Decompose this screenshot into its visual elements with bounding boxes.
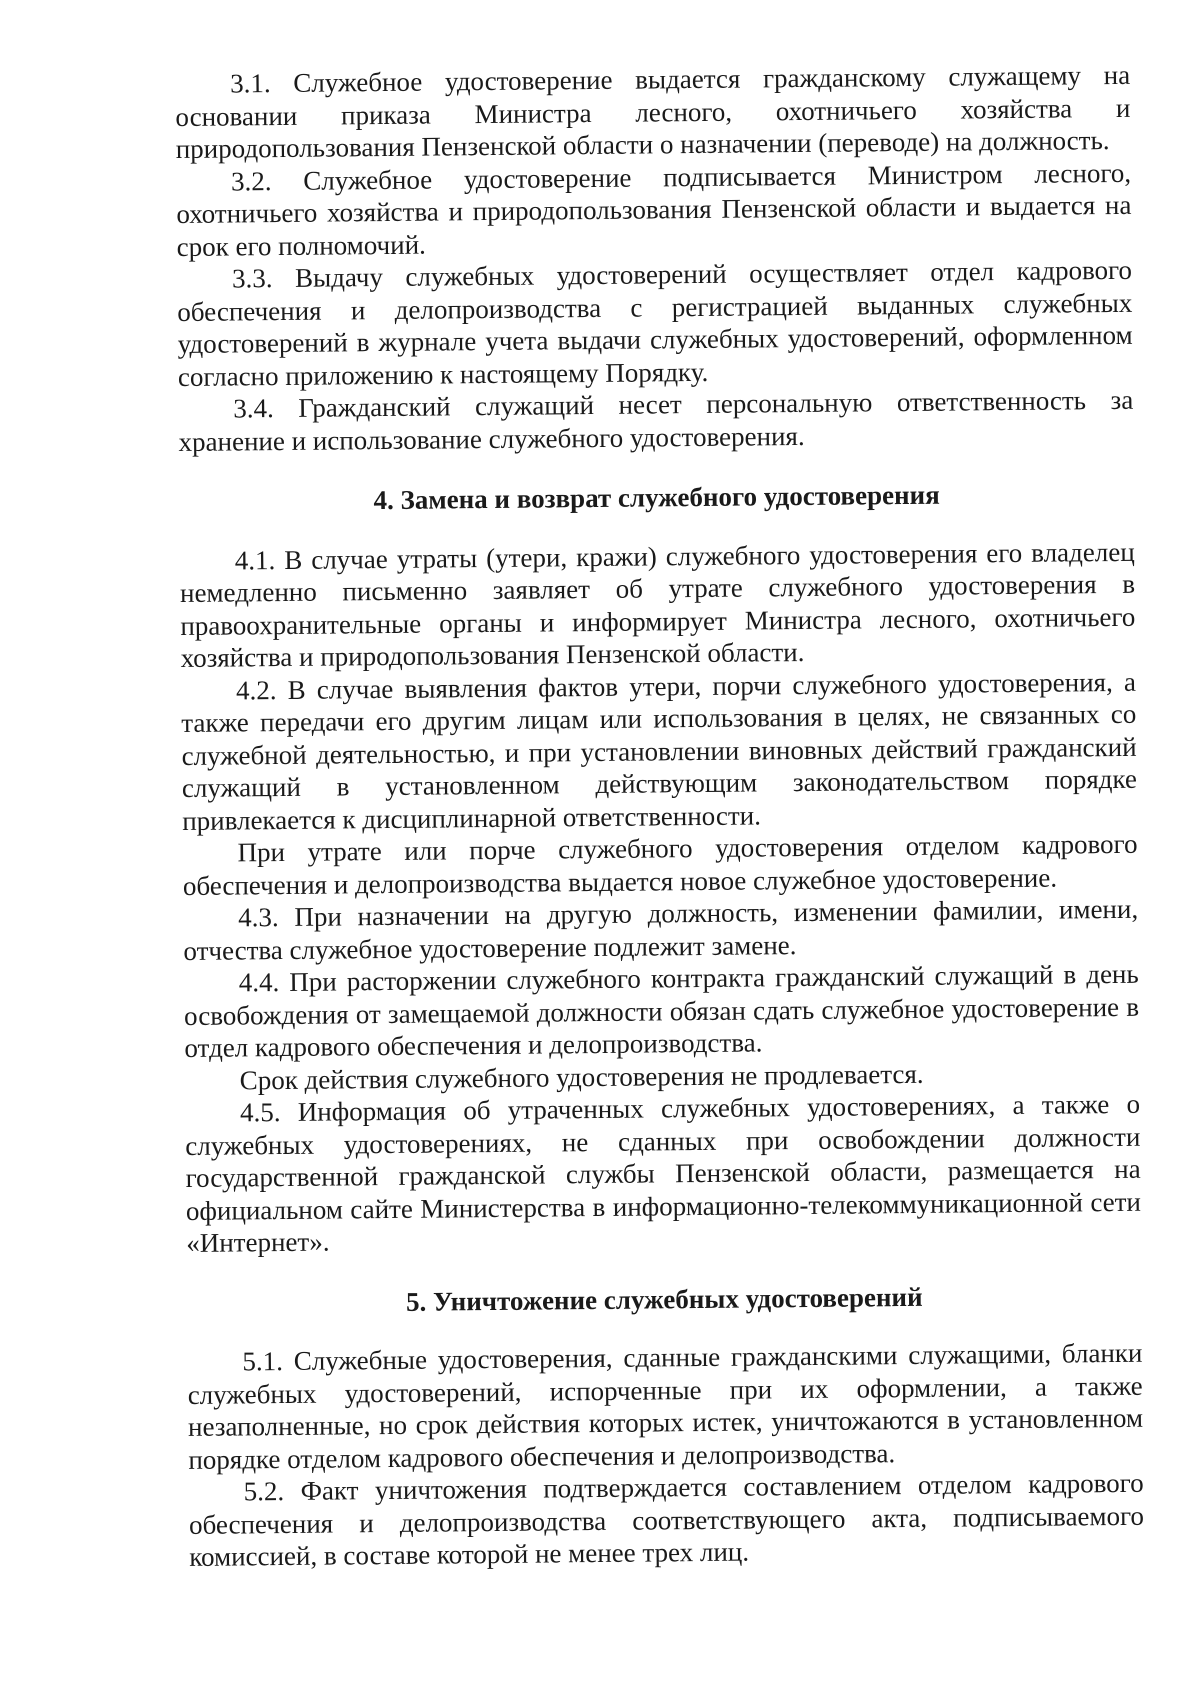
paragraph-3-1: 3.1. Служебное удостоверение выдается гражданскому служащему на основании приказа Министра лесного, охотничьего хозяйства и природопользования Пензенской области о назначении (переводе) на должность. (175, 59, 1131, 164)
document-body (175, 59, 1144, 1574)
paragraph-4-5: 4.5. Информация об утраченных служебных удостоверениях, а также о служебных удостоверениях, не сданных при освобождении должности государственной гражданской службы Пензенской области, размещается на официальном сайте Министерства в информационно-телекоммуникационной сети «Интернет». (185, 1088, 1142, 1258)
paragraph-3-2: 3.2. Служебное удостоверение подписывается Министром лесного, охотничьего хозяйства и природопользования Пензенской области и выдается на срок его полномочий. (176, 157, 1132, 262)
paragraph-4-4: 4.4. При расторжении служебного контракта гражданский служащий в день освобождения от замещаемой должности обязан сдать служебное удостоверение в отдел кадрового обеспечения и делопроизводства. (183, 958, 1140, 1063)
paragraph-3-4: 3.4. Гражданский служащий несет персональную ответственность за хранение и использование служебного удостоверения. (178, 384, 1134, 457)
paragraph-5-1: 5.1. Служебные удостоверения, сданные гражданскими служащими, бланки служебных удостоверений, испорченные при их оформлении, а также незаполненные, но срок действия которых истек, уничтожаются в установленном порядке отделом кадрового обеспечения и делопроизводства. (187, 1337, 1144, 1475)
section-4-heading: 4. Замена и возврат служебного удостоверения (373, 479, 940, 516)
paragraph-3-3: 3.3. Выдачу служебных удостоверений осуществляет отдел кадрового обеспечения и делопроизводства с регистрацией выданных служебных удостоверений в журнале учета выдачи служебных удостоверений, оформленном согласно приложению к настоящему Порядку. (177, 254, 1133, 392)
section-5-heading: 5. Уничтожение служебных удостоверений (405, 1281, 923, 1317)
paragraph-4-3: 4.3. При назначении на другую должность, изменении фамилии, имени, отчества служебное удостоверение подлежит замене. (183, 893, 1139, 966)
paragraph-4-2: 4.2. В случае выявления фактов утери, порчи служебного удостоверения, а также передачи его другим лицам или использования в целях, не связанных со служебной деятельностью, и при установлении виновных действий гражданский служащий в установленном действующим законодательством порядке привлекается к дисциплинарной ответственности. (181, 666, 1138, 836)
paragraph-4-2-loss: При утрате или порче служебного удостоверения отделом кадрового обеспечения и делопроизводства выдается новое служебное удостоверение. (182, 828, 1138, 901)
paragraph-4-1: 4.1. В случае утраты (утери, кражи) служебного удостоверения его владелец немедленно письменно заявляет об утрате служебного удостоверения в правоохранительные органы и информирует Министра лесного, охотничьего хозяйства и природопользования Пензенской области. (179, 536, 1136, 673)
paragraph-5-2: 5.2. Факт уничтожения подтверждается составлением отделом кадрового обеспечения и делопроизводства соответствующего акта, подписываемого комиссией, в составе которой не менее трех лиц. (188, 1467, 1145, 1572)
paragraph-4-4-validity: Срок действия служебного удостоверения не продлевается. (239, 1058, 924, 1095)
